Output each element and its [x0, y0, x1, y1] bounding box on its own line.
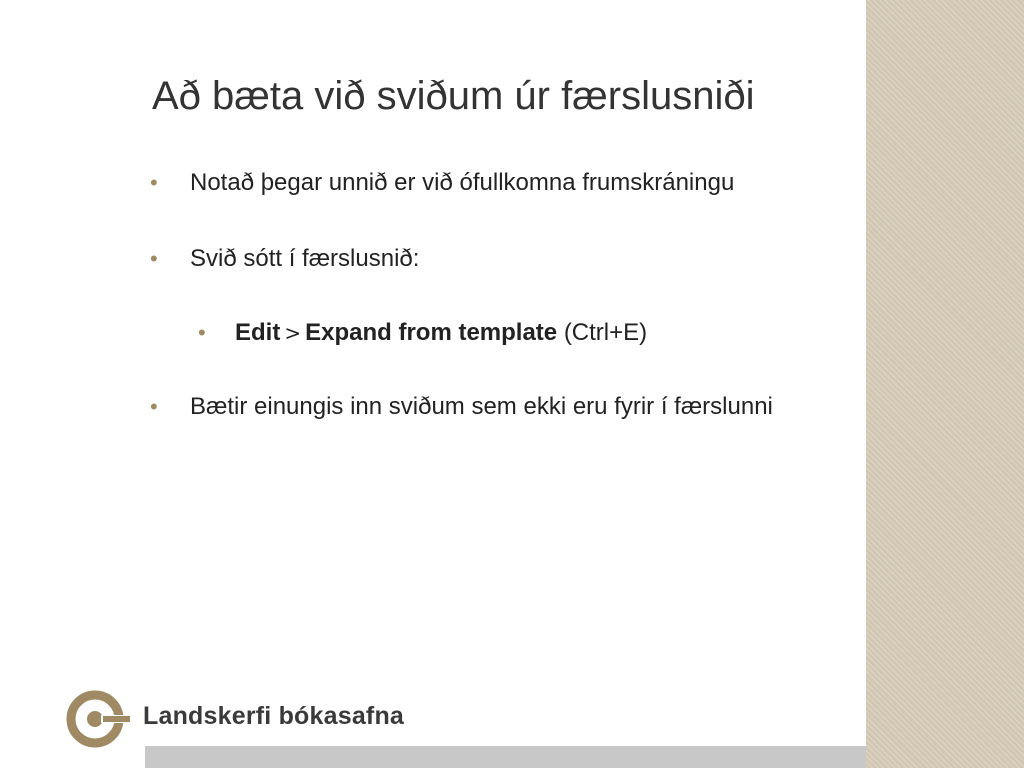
- landskerfi-logo-icon: [66, 690, 130, 748]
- bullet-icon: •: [198, 320, 206, 345]
- bullet-item: [150, 166, 790, 200]
- bullet-text: Bætir einungis inn sviðum sem ekki eru fyrir í færslunni: [190, 393, 773, 420]
- bullet-icon: •: [150, 170, 158, 195]
- bullet-icon: •: [150, 246, 158, 271]
- sub-bullet-item: [150, 316, 790, 350]
- decorative-side-band: [866, 0, 1024, 768]
- bullet-text: Notað þegar unnið er við ófullkomna frumskráningu: [190, 169, 735, 196]
- keyboard-shortcut: (Ctrl+E): [563, 319, 648, 346]
- logo-text: Landskerfi bókasafna: [143, 702, 405, 730]
- slide-title: Að bæta við sviðum úr færslusniði: [152, 74, 755, 118]
- bullet-text: Svið sótt í færslusnið:: [190, 245, 420, 272]
- bullet-item: [150, 390, 790, 424]
- footer-bar: [145, 746, 866, 768]
- bullet-item: [150, 242, 790, 276]
- bullet-icon: •: [150, 394, 158, 419]
- menu-path: [235, 316, 790, 350]
- menu-name: Edit: [235, 319, 281, 346]
- bullet-list: [150, 166, 790, 424]
- menu-separator: >: [284, 321, 302, 345]
- command-name: Expand from template: [305, 319, 558, 346]
